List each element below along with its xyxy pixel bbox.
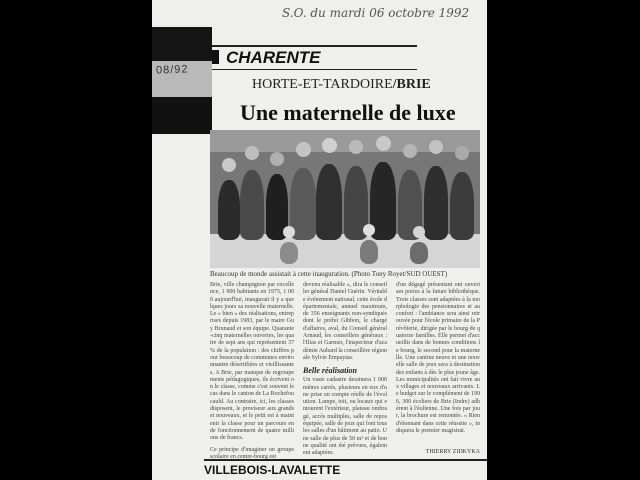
photo-figure [240,170,264,240]
kicker-town: HORTE-ET-TARDOIRE [252,77,393,92]
next-article-header [204,459,487,477]
photo-figure [410,242,428,264]
date-stamp: 08/92 [155,63,189,77]
column-3-text: d'un dégagé présentant ont ouvert ses portes à la future bibliothèque. Trois classes sont adaptées à la morphologie des pensionnaires et au confort : l'ambiance sera ainsi retrouvée pour l'école primaire de la Prévôterie, dirigée par le bourg de quatorze familles. Elle permet d'accueillir dans de bonnes conditions le bourg, le second pour la maternelle. Une cantine neuve et une nouvelle salle de jeux sera à destination des enfants à dès le plus jeune âge. Les municipalités ont fait vivre aux villages et nouveaux arrivants. Le budget sur le complément de 1996, 300 écoliers de Brie (Indre) adhérent à l'éolienne. Une fois par jour, la brochure est remontée. « Rien d'étonnant dans cette réussite », indiquera le premier magistrat. [396,282,480,434]
news-photo [210,130,480,268]
photo-figure [316,164,342,240]
column-1-tail: Ce principe d'imaginer un groupe scolaire en centre-bourg est [210,446,294,460]
photo-figure [424,166,448,240]
photo-figure-head [376,136,391,151]
handwritten-note: S.O. du mardi 06 octobre 1992 [282,6,470,20]
photo-figure [360,240,378,264]
photo-figure-head [322,138,337,153]
article-column-3 [396,282,480,457]
kicker [252,77,431,93]
photo-figure-head [222,158,236,172]
article-subhead: Belle réalisation [303,366,357,376]
photo-figure [280,242,298,264]
article-column-2 [303,282,387,457]
photo-figure-head [245,146,259,160]
archive-strip-top [152,27,212,61]
article-column-1 [210,282,294,460]
photo-figure-head [455,146,469,160]
headline: Une maternelle de luxe [240,100,456,125]
column-1-text: Brie, ville champignon par excellence, 1 900 habitants en 1975, 1 000 aujourd'hui, inaugurait il y a quelques jours sa nouvelle maternelle. Le « bien » des réalisations, entreprises depuis 1983, par le maire Guy Brunaud et son équipe. Quarante-cinq maternelles ouvertes, les quatre de sept ans qui représentent 37 % de la population : des chiffres pour beaucoup de communes environnantes désertifiées et vieillissantes. A Brie, par manque de regroupements pédagogiques, ils écrivent on le classe, comme c'est souvent le cas dans le canton de La Rochefoucauld. Au contraire, ici, les classes disposent, le proviseur aux grands et nouveaux, et le petit est à maintenir la classe pour un parcours en de fonctionnement de quatre millions de francs. [210,282,294,442]
photo-figure-head [403,144,417,158]
photo-figure-head [283,226,295,238]
photo-figure-head [413,226,425,238]
column-2-text: devenu réalisable », dira le conseiller général Daniel Guérin. Véritable événement national, cette école départementale, annuel maximum, de 356 enseignants non-syndiqués dont le préfet Gibbon, le chargé d'affaires, aval, du Conseil général Arnaud, les conseillers généraux : l'Ilias et Garmer, l'inspecteur d'académie Aubard la conseillère régionale Sylvie Empaytas. [303,282,387,361]
kicker-sub: /BRIE [392,77,431,92]
photo-figure-head [296,142,311,157]
photo-figure-head [270,152,284,166]
byline: THIERRY ZIDKYKA [425,449,480,455]
photo-figure-head [429,140,443,154]
photo-figure-head [349,140,363,154]
section-bar [212,50,219,64]
archive-strip-bottom [152,97,212,134]
article-body [210,282,480,460]
column-2-after: Un vaste cadastre dessinera 1 000 mètres carrés, plusieurs en eux d'une prise en compte réelle de l'évolution. Lampe, toit, ou locaux qui entourent l'extérieur, plateau ombragé, accès multiples, salle de repos équipée, salle de jeux qui font tous les salles d'un bâtiment au patio. Une salle de plus de 50 m² et de bonne qualité ont été prévues, également adaptées. [303,377,387,457]
photo-figure [450,172,474,240]
section-name: CHARENTE [226,48,321,67]
newspaper-clipping [152,0,487,480]
next-section-title: VILLEBOIS-LAVALETTE [204,463,341,477]
photo-figure [218,180,240,240]
photo-caption: Beaucoup de monde assistait à cette inauguration. (Photo Tony Royet/SUD OUEST) [210,270,448,278]
section-header [212,45,417,70]
photo-figure-head [363,224,375,236]
